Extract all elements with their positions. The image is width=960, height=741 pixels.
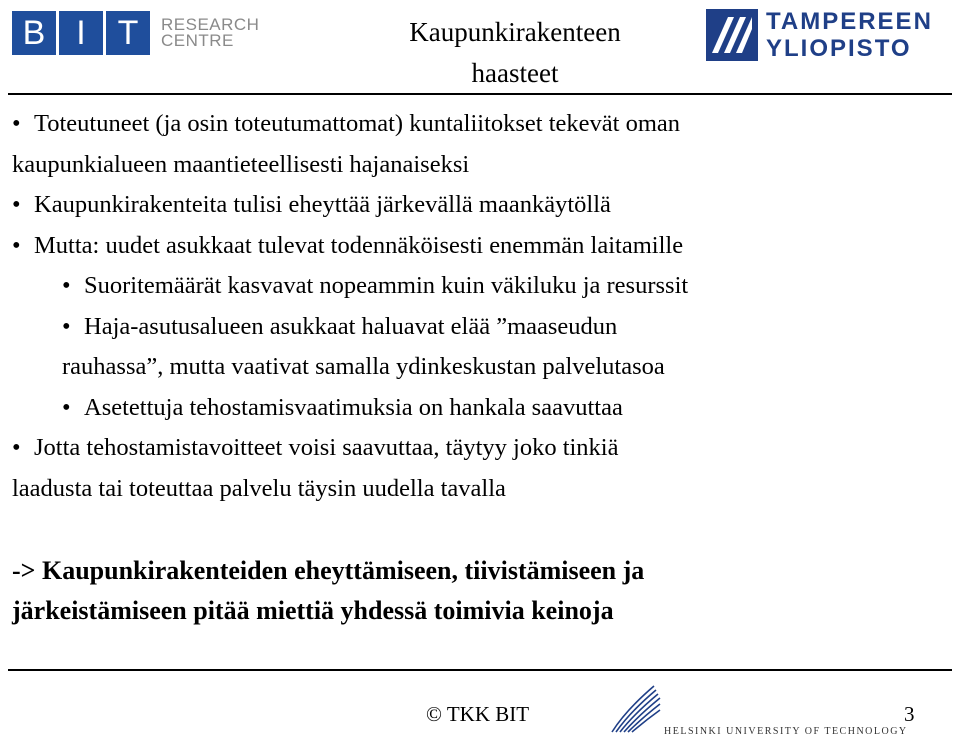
bullet-item	[12, 226, 942, 267]
slide-title	[360, 12, 670, 94]
bullet-icon: •	[62, 312, 71, 340]
bullet-text: Kaupunkirakenteita tulisi eheyttää järkevällä maankäytöllä	[34, 191, 611, 218]
bit-logo	[12, 10, 259, 56]
bullet-icon: •	[12, 231, 21, 259]
bullet-item	[12, 428, 942, 469]
bullet-icon: •	[62, 393, 71, 421]
bullet-text: Suoritemäärät kasvavat nopeammin kuin väkiluku ja resurssit	[84, 272, 689, 299]
footer-copyright: © TKK BIT	[426, 702, 530, 726]
bullet-text: Asetettuja tehostamisvaatimuksia on hankala saavuttaa	[84, 393, 623, 421]
bit-logo-subtitle	[161, 17, 259, 49]
footer-divider	[8, 669, 952, 671]
conclusion-line1: -> Kaupunkirakenteiden eheyttämiseen, tiivistämiseen ja	[12, 556, 645, 585]
slide-content	[12, 104, 942, 631]
bullet-icon: •	[12, 191, 21, 218]
hut-university-name: HELSINKI UNIVERSITY OF TECHNOLOGY	[664, 726, 908, 737]
spacer	[12, 509, 942, 551]
university-name-line1: TAMPEREEN	[766, 8, 933, 35]
conclusion-line2: järkeistämiseen pitää miettiä yhdessä toimivia keinoja	[12, 596, 614, 625]
bit-logo-letter-t: T	[106, 11, 150, 55]
bullet-icon: •	[12, 110, 21, 137]
slide-title-line1: Kaupunkirakenteen	[409, 17, 621, 47]
bullet-text: Mutta: uudet asukkaat tulevat todennäköisesti enemmän laitamille	[34, 231, 684, 259]
bullet-continuation: kaupunkialueen maantieteellisesti hajanaiseksi	[12, 150, 470, 178]
header-divider	[8, 93, 952, 95]
bit-logo-research: RESEARCH	[161, 15, 260, 34]
hut-logo-icon	[606, 680, 662, 741]
slide-title-line2: haasteet	[471, 58, 559, 88]
page-number: 3	[904, 702, 915, 726]
bullet-text: Haja-asutusalueen asukkaat haluavat elää ”maaseudun	[84, 312, 618, 340]
sub-bullet-item	[12, 307, 942, 348]
sub-bullet-item	[12, 388, 942, 429]
bullet-icon: •	[12, 434, 21, 461]
tampereen-yliopisto-logo	[706, 8, 933, 62]
university-emblem-icon	[706, 9, 758, 61]
university-name-line2: YLIOPISTO	[766, 35, 912, 62]
bullet-text: Toteutuneet (ja osin toteutumattomat) kuntaliitokset tekevät oman	[34, 110, 681, 137]
bit-logo-letter-i: I	[59, 11, 103, 55]
bit-logo-centre: CENTRE	[161, 31, 234, 50]
bit-logo-letter-b: B	[12, 11, 56, 55]
bullet-text: Jotta tehostamistavoitteet voisi saavuttaa, täytyy joko tinkiä	[34, 434, 619, 461]
bullet-item	[12, 185, 942, 226]
bullet-icon: •	[62, 272, 71, 299]
bullet-continuation: laadusta tai toteuttaa palvelu täysin uudella tavalla	[12, 474, 506, 502]
bullet-continuation: rauhassa”, mutta vaativat samalla ydinkeskustan palvelutasoa	[62, 353, 665, 380]
bullet-item	[12, 104, 942, 145]
sub-bullet-item	[12, 266, 942, 307]
university-name	[766, 8, 933, 62]
